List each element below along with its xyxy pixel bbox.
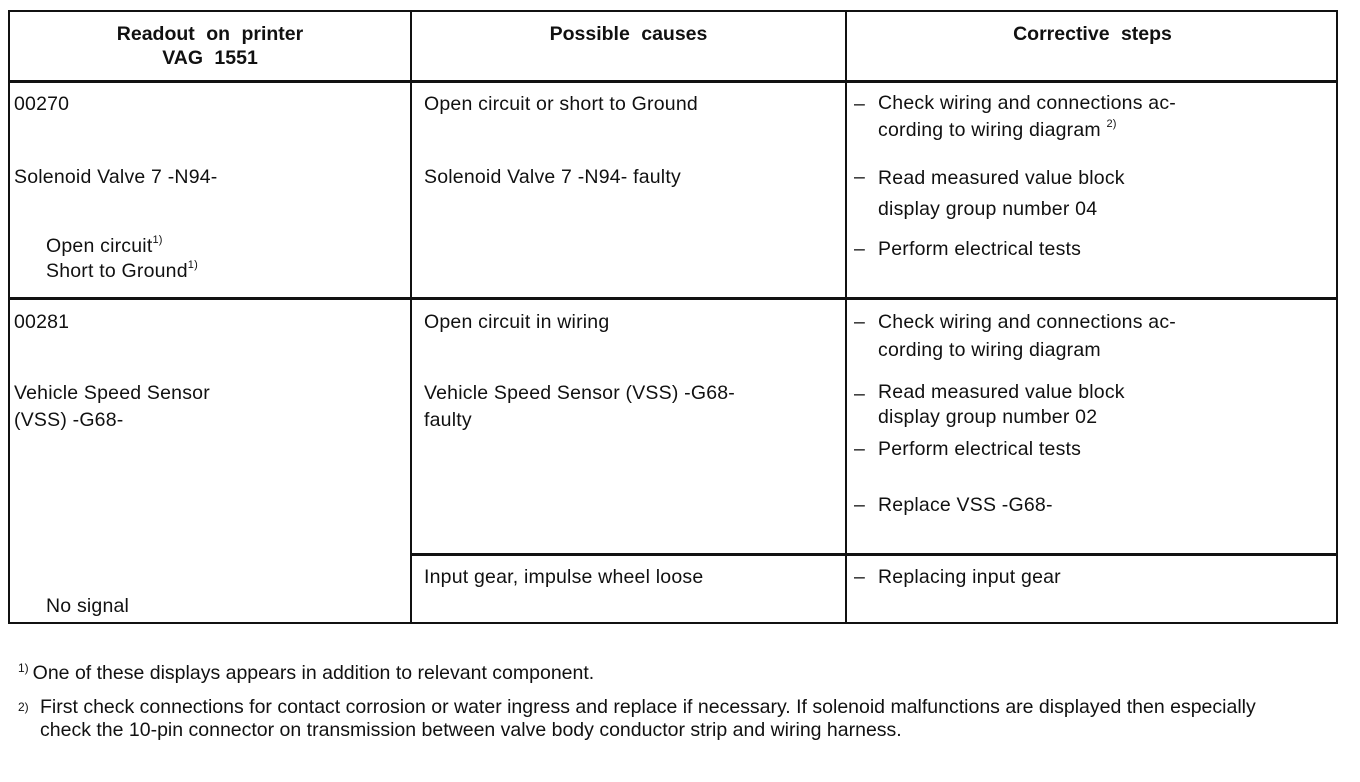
col-divider-2 bbox=[845, 12, 847, 622]
step-dash: – bbox=[854, 311, 866, 333]
footnote-2-mark: 2) bbox=[18, 700, 29, 714]
footnote-2-text: First check connections for contact corrosion or water ingress and replace if necessary. If solenoid malfunctions are displayed then especially check the 10-pin connector on transmission between valve body conductor strip and wiring harness. bbox=[40, 696, 1256, 741]
step-dash: – bbox=[854, 238, 866, 260]
step-dash: – bbox=[854, 566, 866, 588]
header-causes: Possible causes bbox=[549, 23, 708, 45]
step-dash: – bbox=[854, 494, 866, 516]
header-steps: Corrective steps bbox=[1013, 23, 1172, 45]
footnote-1 bbox=[18, 657, 1338, 685]
diagnostic-table bbox=[8, 10, 1338, 624]
component-vss: Vehicle Speed Sensor (VSS) -G68- bbox=[14, 382, 210, 431]
step-dash: – bbox=[854, 166, 866, 188]
error-code-00270: 00270 bbox=[14, 93, 70, 115]
readout-open-circuit: Open circuit$^{1)}$ bbox=[46, 234, 163, 257]
header-readout-line2: VAG 1551 bbox=[162, 47, 258, 69]
cause-open-or-short: Open circuit or short to Ground bbox=[424, 93, 698, 115]
header-readout-line1: Readout on printer bbox=[116, 23, 304, 45]
header-readout bbox=[10, 12, 410, 80]
step-check-wiring: Check wiring and connections ac- cording to wiring diagram $^{2)}$ bbox=[878, 92, 1176, 141]
component-solenoid-valve-7: Solenoid Valve 7 -N94- bbox=[14, 166, 218, 188]
cause-vss-faulty: Vehicle Speed Sensor (VSS) -G68- faulty bbox=[424, 382, 735, 431]
step-replace-vss: Replace VSS -G68- bbox=[878, 494, 1053, 516]
cause-solenoid-faulty: Solenoid Valve 7 -N94- faulty bbox=[424, 166, 681, 188]
row-divider bbox=[10, 297, 1336, 300]
step-replacing-input-gear: Replacing input gear bbox=[878, 566, 1061, 588]
step-dash: – bbox=[854, 383, 866, 405]
step-perform-tests-2: Perform electrical tests bbox=[878, 438, 1082, 460]
step-perform-tests: Perform electrical tests bbox=[878, 238, 1082, 260]
cause-open-circuit-wiring: Open circuit in wiring bbox=[424, 311, 610, 333]
cause-input-gear-loose: Input gear, impulse wheel loose bbox=[424, 566, 704, 588]
step-read-measured-value-02: Read measured value block display group number 02 bbox=[878, 381, 1125, 428]
footnote-1-text: One of these displays appears in addition to relevant component. bbox=[32, 662, 595, 684]
readout-short-to-ground: Short to Ground$^{1)}$ bbox=[46, 259, 198, 282]
readout-no-signal: No signal bbox=[46, 595, 130, 617]
step-dash: – bbox=[854, 438, 866, 460]
header-divider bbox=[10, 80, 1336, 83]
footnote-1-mark: 1) bbox=[18, 661, 29, 675]
step-check-wiring-2: Check wiring and connections ac- cording to wiring diagram bbox=[878, 311, 1176, 361]
step-dash: – bbox=[854, 93, 866, 115]
error-code-00281: 00281 bbox=[14, 311, 70, 333]
step-read-measured-value-04: Read measured value block display group number 04 bbox=[878, 167, 1125, 220]
footnote-2 bbox=[18, 696, 1268, 742]
col-divider-1 bbox=[410, 12, 412, 622]
subrow-divider bbox=[412, 553, 1336, 556]
